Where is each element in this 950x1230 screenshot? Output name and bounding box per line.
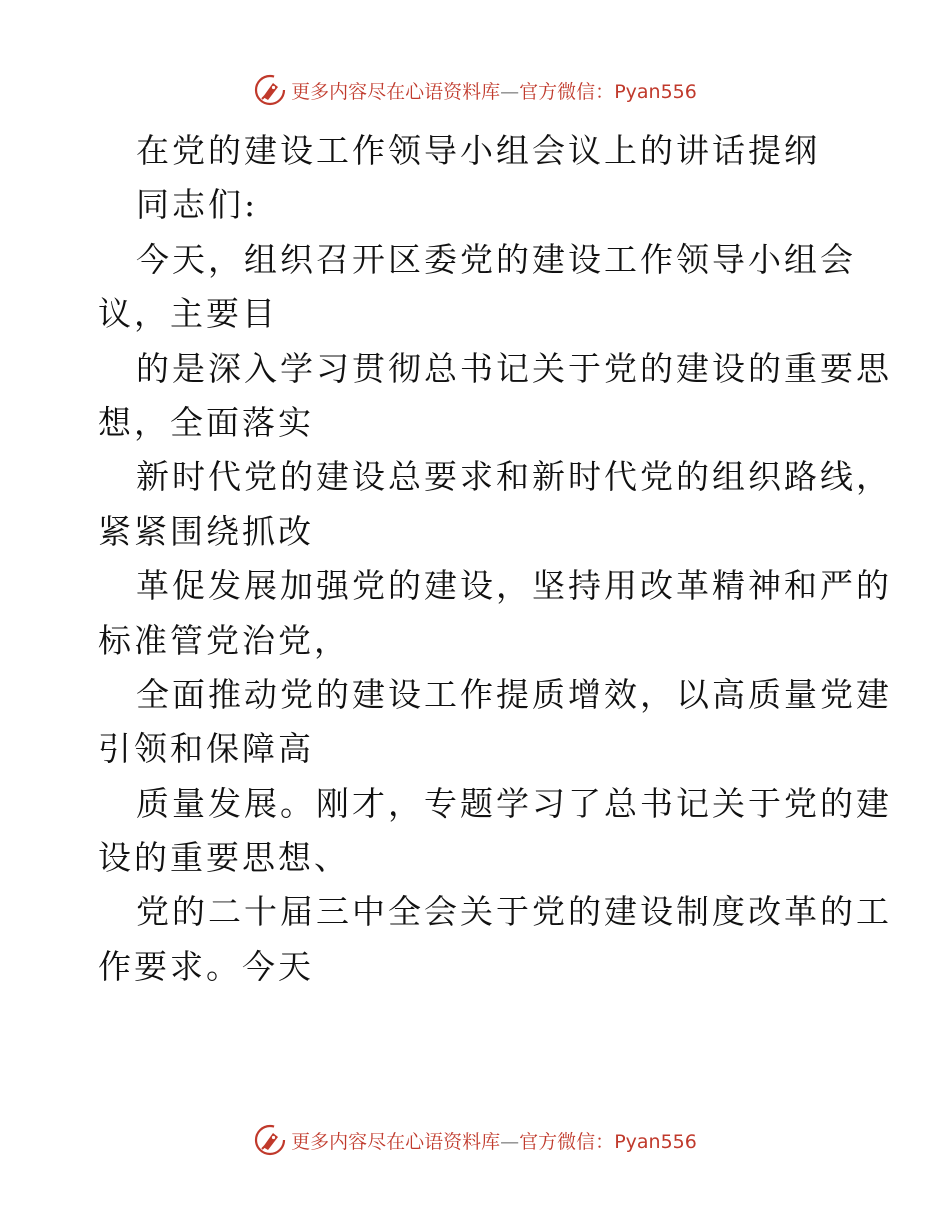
body-line: 新时代党的建设总要求和新时代党的组织路线， (136, 457, 892, 497)
body-line: 作要求。今天 (98, 946, 314, 986)
pen-nib-circle-icon (253, 73, 287, 107)
watermark-wechat-id: Pyan556 (614, 1130, 697, 1153)
body-line: 质量发展。刚才，专题学习了总书记关于党的建 (136, 783, 892, 823)
watermark-separator: — (500, 1130, 520, 1153)
watermark-text (291, 1127, 697, 1154)
body-line: 革促发展加强党的建设，坚持用改革精神和严的 (136, 566, 892, 606)
salutation: 同志们: (136, 185, 259, 225)
watermark-separator: — (500, 80, 520, 103)
body-line: 引领和保障高 (98, 729, 314, 769)
watermark-text (291, 77, 697, 104)
body-line: 今天，组织召开区委党的建设工作领导小组会 (136, 239, 856, 279)
body-line: 的是深入学习贯彻总书记关于党的建设的重要思 (136, 348, 892, 388)
body-line: 设的重要思想、 (98, 838, 350, 878)
body-line: 议，主要目 (98, 294, 278, 334)
body-line: 标准管党治党， (98, 620, 350, 660)
body-line: 全面推动党的建设工作提质增效，以高质量党建 (136, 674, 892, 714)
body-line: 紧紧围绕抓改 (98, 511, 314, 551)
watermark-wechat-id: Pyan556 (614, 80, 697, 103)
watermark-wechat-label: 官方微信： (519, 1130, 615, 1153)
watermark-brand: 更多内容尽在心语资料库 (291, 80, 501, 103)
body-line: 党的二十届三中全会关于党的建设制度改革的工 (136, 892, 892, 932)
header-watermark (0, 70, 950, 110)
watermark-brand: 更多内容尽在心语资料库 (291, 1130, 501, 1153)
footer-watermark (0, 1120, 950, 1160)
document-title: 在党的建设工作领导小组会议上的讲话提纲 (136, 131, 820, 170)
watermark-wechat-label: 官方微信： (519, 80, 615, 103)
pen-nib-circle-icon (253, 1123, 287, 1157)
document-body (98, 124, 892, 994)
body-line: 想，全面落实 (98, 402, 314, 442)
